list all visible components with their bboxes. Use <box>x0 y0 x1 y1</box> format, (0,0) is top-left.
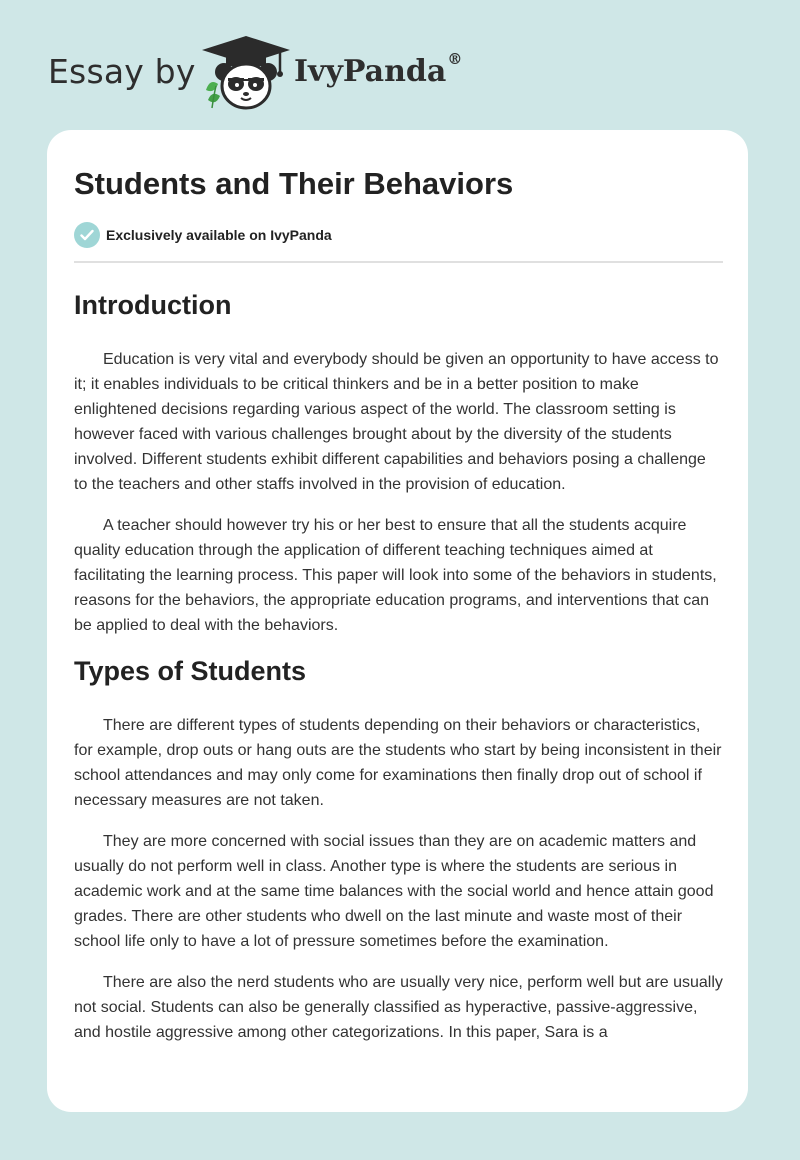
logo-svg <box>200 34 292 114</box>
brand-name-text: IvyPanda <box>294 54 447 89</box>
registered-mark: ® <box>447 50 463 68</box>
panda-graduate-icon[interactable] <box>200 34 292 114</box>
check-icon <box>74 222 100 248</box>
essay-card <box>47 130 748 1112</box>
paragraph: They are more concerned with social issues than they are on academic matters and usually do not perform well in class. Another type is where the students are serious in academic work and at the same time balances with the social world and hence attain good grades. There are other students who dwell on the last minute and waste most of their school life only to have a lot of pressure sometimes before the examination. <box>74 833 714 950</box>
exclusive-badge <box>74 222 332 248</box>
site-header <box>0 0 800 130</box>
essay-body <box>74 280 723 1045</box>
essay-title: Students and Their Behaviors <box>74 166 514 201</box>
section-heading: Types of Students <box>74 656 307 686</box>
section-types-of-students <box>74 649 723 1045</box>
title-divider <box>74 261 723 263</box>
brand-name[interactable] <box>294 50 463 89</box>
brand-prefix: Essay by <box>48 52 196 91</box>
paragraph: A teacher should however try his or her best to ensure that all the students acquire quality education through the application of different teaching techniques aimed at facilitating the learning process. This paper will look into some of the behaviors in students, reasons for the behaviors, the appropriate education programs, and interventions that can be applied to deal with the behaviors. <box>74 517 717 634</box>
section-heading: Introduction <box>74 290 232 320</box>
exclusive-badge-text: Exclusively available on IvyPanda <box>106 227 332 243</box>
paragraph: Education is very vital and everybody should be given an opportunity to have access to it; it enables individuals to be critical thinkers and be in a better position to make enlightened decisions regarding various aspect of the world. The classroom setting is however faced with various challenges brought about by the diversity of the students involved. Different students exhibit different capabilities and behaviors posing a challenge to the teachers and other staffs involved in the provision of education. <box>74 351 719 493</box>
paragraph: There are different types of students depending on their behaviors or characteristics, for example, drop outs or hang outs are the students who start by being inconsistent in their school attendances and may only come for examinations then finally drop out of school if necessary measures are not taken. <box>74 717 722 809</box>
section-introduction <box>74 283 723 638</box>
paragraph: There are also the nerd students who are usually very nice, perform well but are usually not social. Students can also be generally classified as hyperactive, passive-aggressive, and hostile aggressive among other categorizations. In this paper, Sara is a <box>74 974 723 1041</box>
